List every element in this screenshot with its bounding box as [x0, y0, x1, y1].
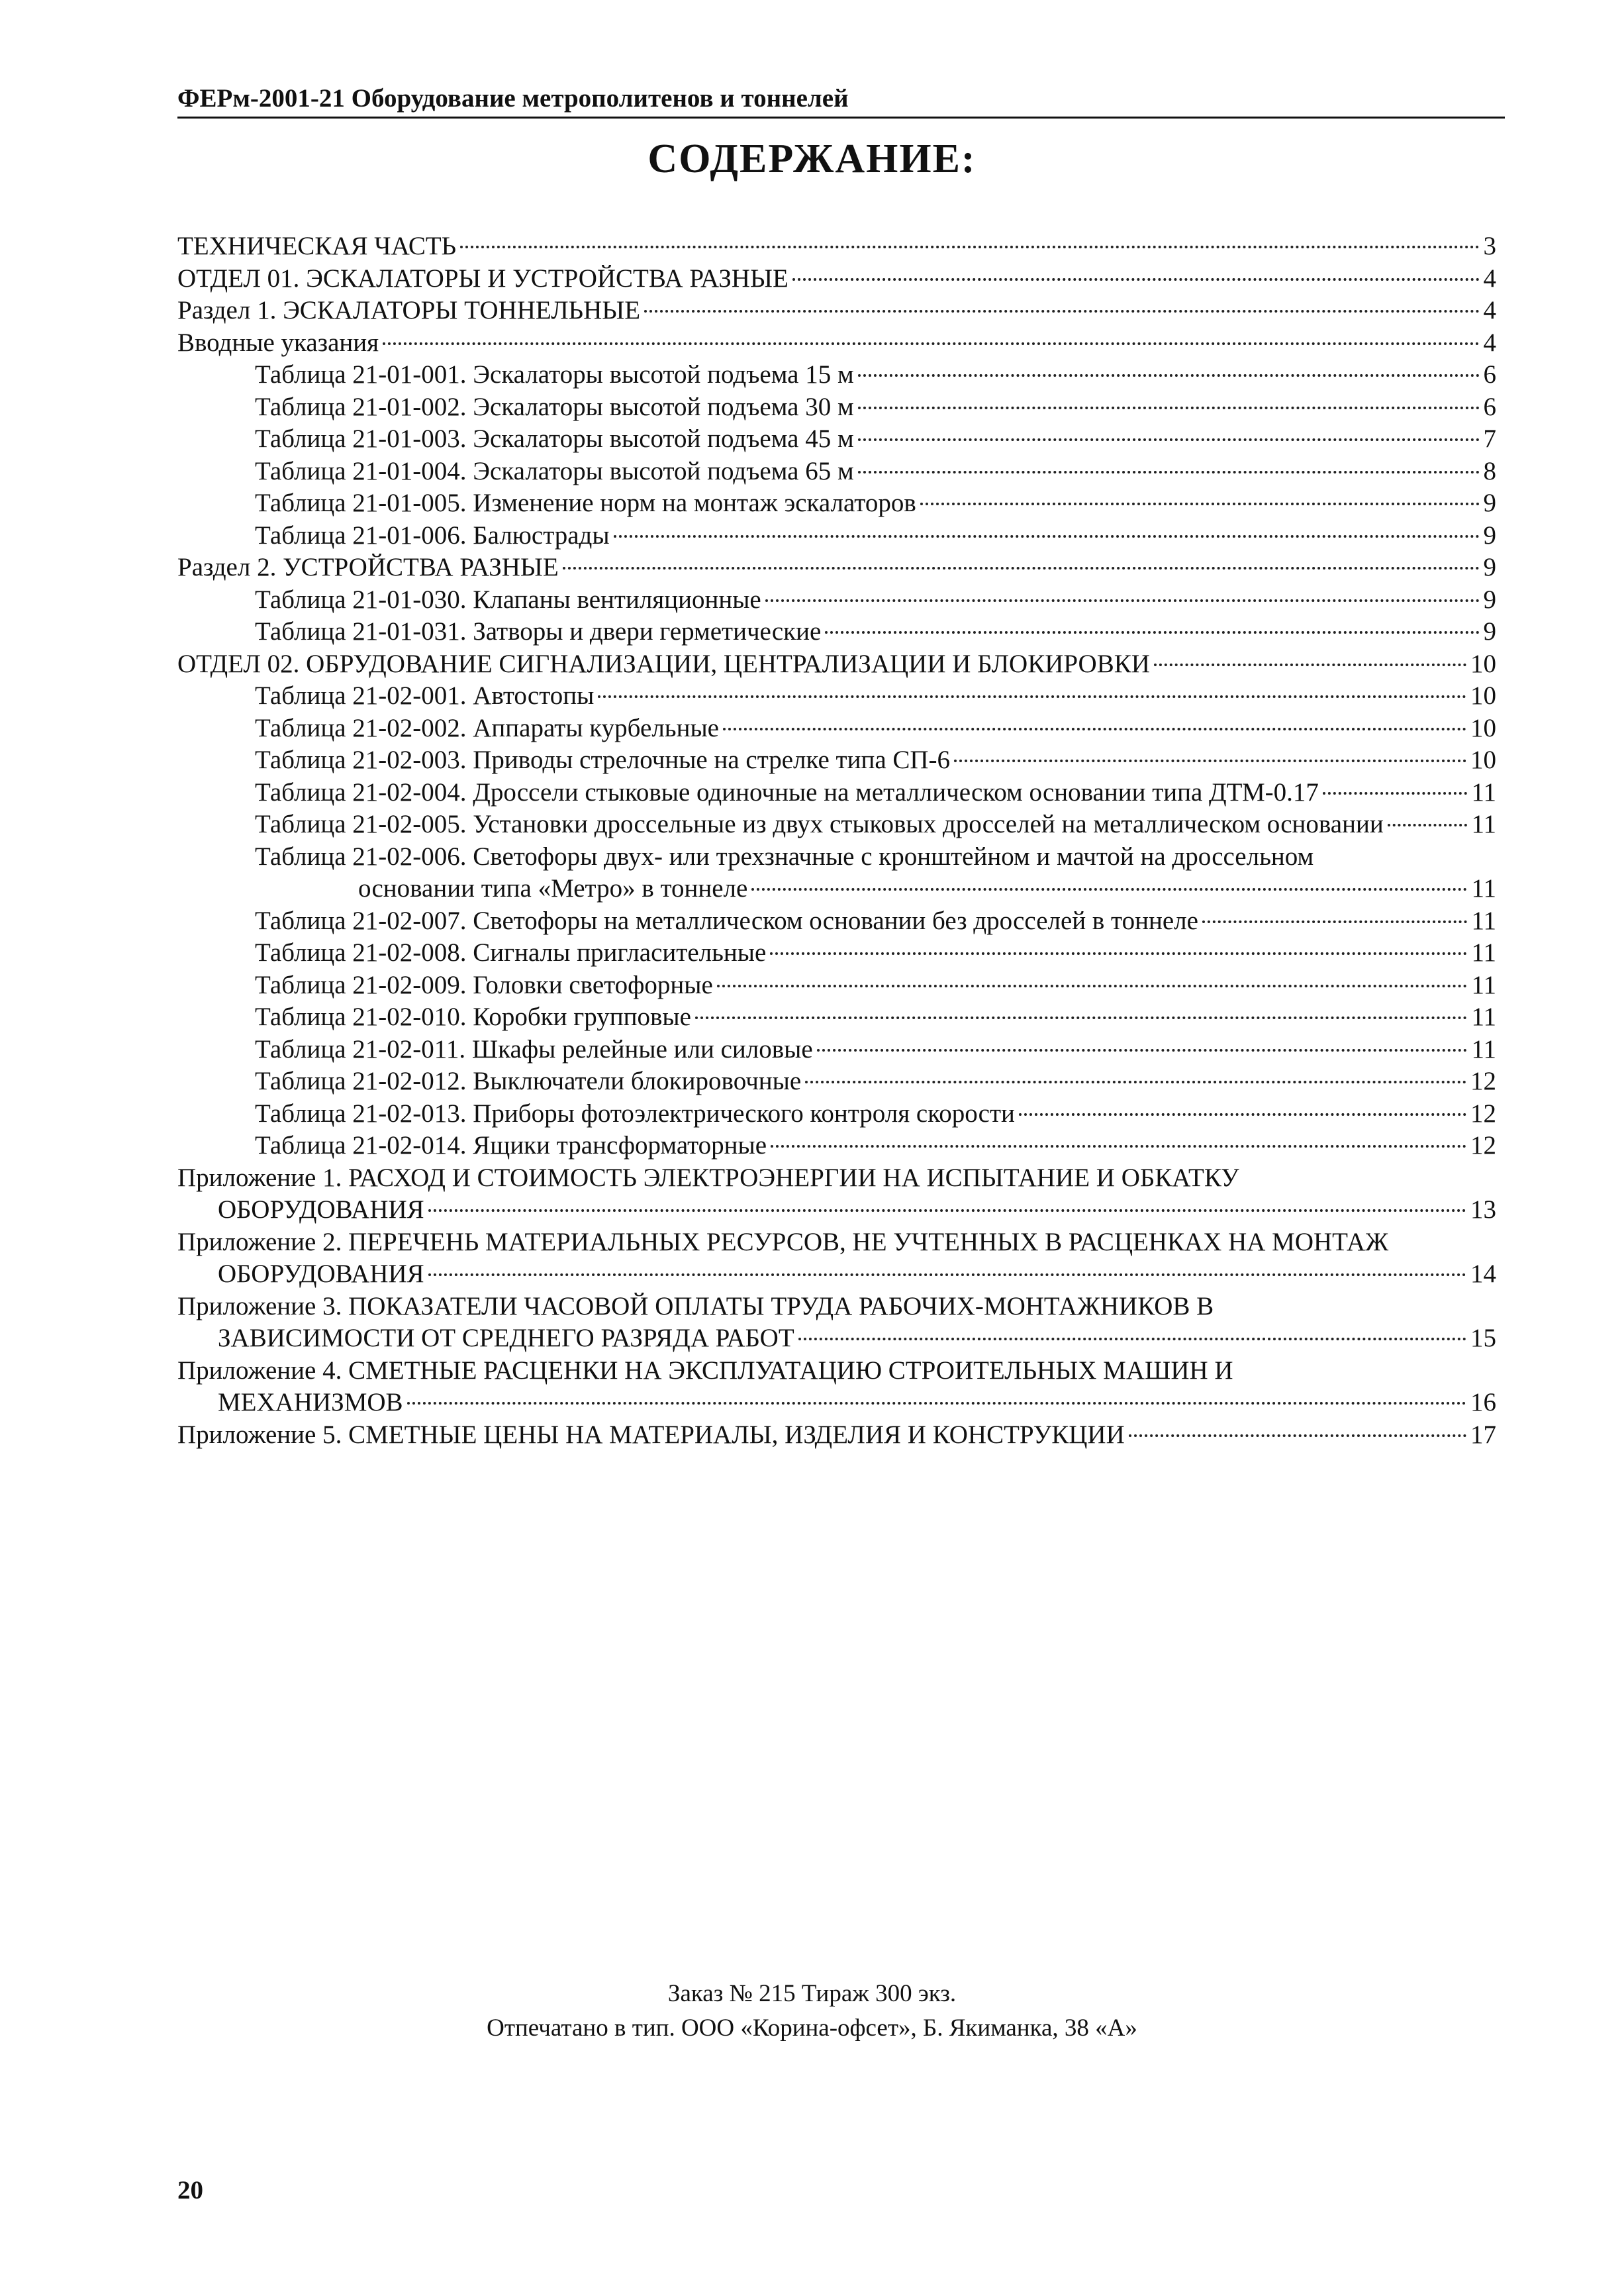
- toc-entry-page: 11: [1471, 1034, 1496, 1064]
- toc-entry-page: 8: [1483, 456, 1496, 485]
- dot-leader: [954, 760, 1466, 762]
- toc-entry-label: Таблица 21-01-002. Эскалаторы высотой подъема 30 м: [255, 392, 854, 421]
- dot-leader: [858, 407, 1480, 409]
- dot-leader: [723, 728, 1466, 730]
- toc-entry-page: 12: [1470, 1131, 1496, 1160]
- dot-leader: [1129, 1434, 1466, 1437]
- toc-entry-label: Таблица 21-02-002. Аппараты курбельные: [255, 713, 719, 742]
- toc-entry[interactable]: [177, 230, 1496, 263]
- toc-entry[interactable]: [177, 1162, 1496, 1226]
- toc-entry-label: Таблица 21-02-004. Дроссели стыковые одиночные на металлическом основании типа ДТМ-0.17: [255, 777, 1319, 807]
- toc-entry[interactable]: [177, 1034, 1496, 1066]
- toc-entry[interactable]: [177, 1226, 1496, 1291]
- dot-leader: [825, 631, 1479, 634]
- toc-entry-label: Таблица 21-02-005. Установки дроссельные из двух стыковых дросселей на металлическом основании: [255, 810, 1384, 838]
- dot-leader: [614, 535, 1480, 538]
- toc-entry-label-continuation: основании типа «Метро» в тоннеле: [358, 874, 748, 903]
- dot-leader: [563, 567, 1480, 570]
- toc-entry-label: ОТДЕЛ 01. ЭСКАЛАТОРЫ И УСТРОЙСТВА РАЗНЫЕ: [177, 264, 788, 293]
- toc-entry-page: 3: [1483, 232, 1496, 260]
- dot-leader: [798, 1338, 1466, 1340]
- toc-entry[interactable]: [177, 327, 1496, 360]
- dot-leader: [717, 985, 1468, 987]
- toc-entry-page: 11: [1471, 810, 1496, 838]
- table-of-contents: [177, 230, 1496, 1451]
- toc-entry-page: 4: [1483, 328, 1496, 357]
- toc-entry-page: 12: [1470, 1099, 1496, 1128]
- running-title: ФЕРм-2001-21 Оборудование метрополитенов и тоннелей: [177, 84, 849, 113]
- dot-leader: [460, 246, 1479, 248]
- toc-entry-page: 10: [1470, 681, 1496, 710]
- toc-entry-label: Приложение 1. РАСХОД И СТОИМОСТЬ ЭЛЕКТРОЭНЕРГИИ НА ИСПЫТАНИЕ И ОБКАТКУ: [177, 1163, 1239, 1192]
- toc-entry-label: Таблица 21-02-011. Шкафы релейные или силовые: [255, 1034, 813, 1064]
- toc-entry-label: Таблица 21-02-014. Ящики трансформаторные: [255, 1131, 767, 1160]
- page-title: СОДЕРЖАНИЕ:: [647, 136, 977, 181]
- toc-entry-label: Таблица 21-02-013. Приборы фотоэлектрического контроля скорости: [255, 1099, 1015, 1128]
- toc-entry-label: Таблица 21-01-003. Эскалаторы высотой подъема 45 м: [255, 424, 854, 453]
- dot-leader: [428, 1273, 1466, 1276]
- toc-entry[interactable]: [177, 263, 1496, 295]
- toc-entry-label: Приложение 4. СМЕТНЫЕ РАСЦЕНКИ НА ЭКСПЛУАТАЦИЮ СТРОИТЕЛЬНЫХ МАШИН И: [177, 1356, 1233, 1385]
- toc-entry-label-continuation: МЕХАНИЗМОВ: [218, 1388, 403, 1416]
- dot-leader: [428, 1209, 1466, 1212]
- toc-entry[interactable]: [177, 713, 1496, 745]
- toc-entry[interactable]: [177, 423, 1496, 456]
- toc-entry-label: Приложение 5. СМЕТНЫЕ ЦЕНЫ НА МАТЕРИАЛЫ, ИЗДЕЛИЯ И КОНСТРУКЦИИ: [177, 1420, 1125, 1449]
- toc-entry-label: Вводные указания: [177, 328, 379, 357]
- toc-entry-page: 14: [1470, 1260, 1496, 1288]
- toc-entry[interactable]: [177, 520, 1496, 552]
- dot-leader: [1388, 824, 1468, 826]
- dot-leader: [1202, 920, 1468, 923]
- imprint-order-line: Заказ № 215 Тираж 300 экз.: [667, 1980, 957, 2007]
- toc-entry[interactable]: [177, 295, 1496, 327]
- toc-entry[interactable]: [177, 680, 1496, 713]
- toc-entry-page: 17: [1470, 1420, 1496, 1449]
- toc-entry-page: 4: [1483, 264, 1496, 293]
- toc-entry-page: 9: [1483, 617, 1496, 646]
- toc-entry[interactable]: [177, 648, 1496, 681]
- dot-leader: [771, 1145, 1466, 1148]
- toc-entry-page: 10: [1470, 649, 1496, 678]
- dot-leader: [407, 1402, 1466, 1405]
- toc-entry-page: 9: [1483, 585, 1496, 614]
- dot-leader: [792, 278, 1480, 281]
- page-number: 20: [177, 2176, 203, 2205]
- toc-entry-label-continuation: ЗАВИСИМОСТИ ОТ СРЕДНЕГО РАЗРЯДА РАБОТ: [218, 1324, 794, 1352]
- toc-entry[interactable]: [177, 1355, 1496, 1419]
- toc-entry-label: Таблица 21-01-031. Затворы и двери герметические: [255, 617, 822, 646]
- dot-leader: [644, 310, 1479, 313]
- toc-entry-label: Таблица 21-02-008. Сигналы пригласительные: [255, 938, 767, 967]
- dot-leader: [598, 695, 1466, 698]
- toc-entry-label: Приложение 2. ПЕРЕЧЕНЬ МАТЕРИАЛЬНЫХ РЕСУРСОВ, НЕ УЧТЕННЫХ В РАСЦЕНКАХ НА МОНТАЖ: [177, 1227, 1389, 1256]
- toc-entry-page: 7: [1483, 424, 1496, 453]
- dot-leader: [1019, 1113, 1466, 1116]
- dot-leader: [817, 1049, 1468, 1052]
- imprint: [0, 1977, 1624, 2046]
- toc-entry-label: Раздел 1. ЭСКАЛАТОРЫ ТОННЕЛЬНЫЕ: [177, 296, 641, 324]
- toc-entry-label: Приложение 3. ПОКАЗАТЕЛИ ЧАСОВОЙ ОПЛАТЫ ТРУДА РАБОЧИХ-МОНТАЖНИКОВ В: [177, 1291, 1214, 1320]
- toc-entry-page: 9: [1483, 521, 1496, 550]
- toc-entry[interactable]: [177, 744, 1496, 777]
- toc-entry-page: 6: [1483, 392, 1496, 421]
- toc-entry-page: 11: [1471, 906, 1496, 935]
- toc-entry[interactable]: [177, 1001, 1496, 1034]
- dot-leader: [858, 471, 1480, 473]
- toc-entry-page: 9: [1483, 553, 1496, 581]
- toc-entry[interactable]: [177, 391, 1496, 424]
- toc-entry-page: 16: [1470, 1388, 1496, 1416]
- toc-entry-page: 4: [1483, 296, 1496, 324]
- toc-entry-label: Таблица 21-02-009. Головки светофорные: [255, 970, 713, 999]
- dot-leader: [858, 438, 1480, 441]
- toc-entry-label: Раздел 2. УСТРОЙСТВА РАЗНЫЕ: [177, 553, 559, 581]
- toc-entry-page: 11: [1471, 938, 1496, 967]
- toc-entry-label: Таблица 21-01-001. Эскалаторы высотой подъема 15 м: [255, 360, 854, 389]
- toc-entry-page: 11: [1471, 777, 1496, 807]
- toc-entry-label: Таблица 21-01-006. Балюстрады: [255, 521, 610, 550]
- dot-leader: [805, 1081, 1466, 1083]
- dot-leader: [858, 374, 1480, 377]
- toc-entry[interactable]: [177, 616, 1496, 648]
- toc-entry-label: Таблица 21-02-001. Автостопы: [255, 681, 595, 710]
- toc-entry[interactable]: [177, 969, 1496, 1002]
- running-header: [177, 82, 1505, 119]
- toc-entry-label: Таблица 21-01-030. Клапаны вентиляционные: [255, 585, 761, 614]
- toc-entry-label: Таблица 21-02-003. Приводы стрелочные на стрелке типа СП-6: [255, 746, 951, 774]
- dot-leader: [770, 952, 1467, 955]
- toc-entry[interactable]: [177, 809, 1496, 841]
- imprint-printer-line: Отпечатано в тип. ООО «Корина-офсет», Б. Якиманка, 38 «А»: [487, 2014, 1137, 2042]
- toc-entry[interactable]: [177, 359, 1496, 391]
- toc-entry-page: 13: [1470, 1195, 1496, 1224]
- toc-entry-page: 9: [1483, 489, 1496, 517]
- dot-leader: [765, 599, 1480, 602]
- toc-entry[interactable]: [177, 456, 1496, 488]
- toc-entry[interactable]: [177, 841, 1496, 905]
- toc-entry-label-continuation: ОБОРУДОВАНИЯ: [218, 1195, 424, 1224]
- toc-entry[interactable]: [177, 905, 1496, 938]
- toc-entry[interactable]: [177, 1066, 1496, 1098]
- toc-entry-label: Таблица 21-01-005. Изменение норм на монтаж эскалаторов: [255, 489, 916, 517]
- toc-entry[interactable]: [177, 1419, 1496, 1452]
- dot-leader: [920, 503, 1480, 505]
- toc-entry-label: Таблица 21-02-010. Коробки групповые: [255, 1003, 691, 1031]
- dot-leader: [751, 888, 1467, 891]
- toc-entry-label-continuation: ОБОРУДОВАНИЯ: [218, 1260, 424, 1288]
- toc-entry-page: 11: [1471, 970, 1496, 999]
- toc-entry-page: 12: [1470, 1067, 1496, 1095]
- toc-entry-label: ТЕХНИЧЕСКАЯ ЧАСТЬ: [177, 232, 457, 260]
- toc-entry[interactable]: [177, 777, 1496, 809]
- toc-entry-page: 10: [1470, 746, 1496, 774]
- toc-entry-label: Таблица 21-01-004. Эскалаторы высотой подъема 65 м: [255, 456, 854, 485]
- toc-entry-label: Таблица 21-02-012. Выключатели блокировочные: [255, 1067, 802, 1095]
- toc-entry-label: Таблица 21-02-006. Светофоры двух- или трехзначные с кронштейном и мачтой на дроссельном: [255, 842, 1314, 871]
- toc-entry-page: 10: [1470, 713, 1496, 742]
- toc-entry[interactable]: [177, 1130, 1496, 1162]
- dot-leader: [695, 1017, 1468, 1019]
- dot-leader: [383, 342, 1479, 345]
- toc-entry-page: 11: [1471, 1003, 1496, 1031]
- toc-entry-label: Таблица 21-02-007. Светофоры на металлическом основании без дросселей в тоннеле: [255, 906, 1198, 935]
- toc-entry[interactable]: [177, 1098, 1496, 1130]
- toc-entry-page: 6: [1483, 360, 1496, 389]
- dot-leader: [1154, 664, 1466, 666]
- toc-entry-page: 11: [1471, 874, 1496, 903]
- toc-entry[interactable]: [177, 937, 1496, 969]
- toc-entry-label: ОТДЕЛ 02. ОБРУДОВАНИЕ СИГНАЛИЗАЦИИ, ЦЕНТРАЛИЗАЦИИ И БЛОКИРОВКИ: [177, 649, 1150, 678]
- toc-entry-page: 15: [1470, 1324, 1496, 1352]
- toc-entry[interactable]: [177, 1291, 1496, 1355]
- toc-entry[interactable]: [177, 552, 1496, 584]
- toc-entry[interactable]: [177, 487, 1496, 520]
- toc-entry[interactable]: [177, 584, 1496, 617]
- dot-leader: [1323, 792, 1468, 795]
